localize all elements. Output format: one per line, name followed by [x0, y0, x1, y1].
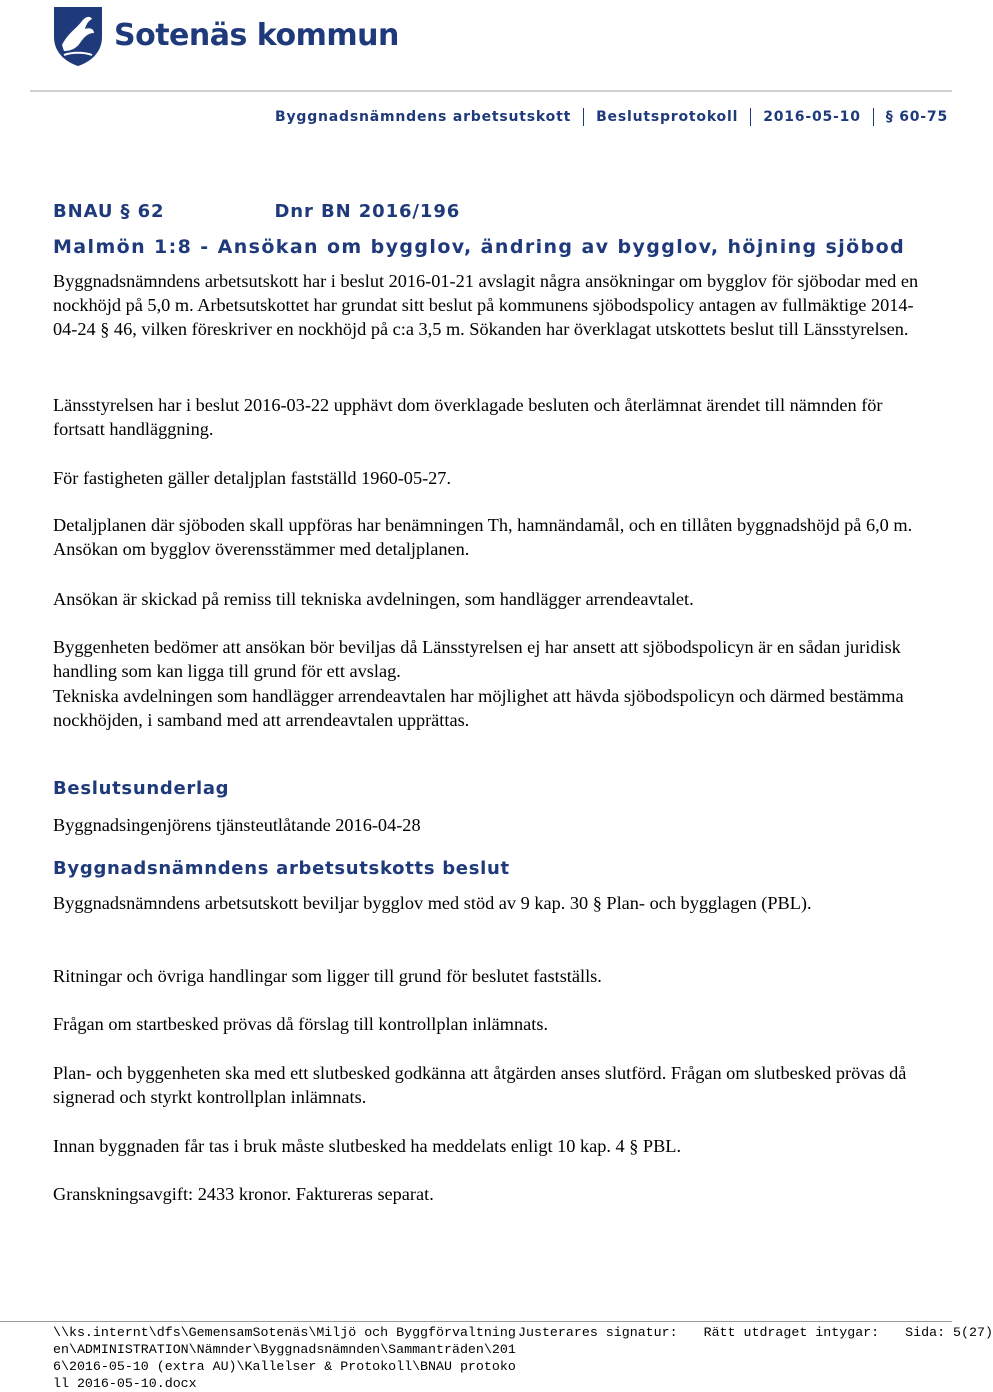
- body-paragraph: För fastigheten gäller detaljplan fastställd 1960-05-27.: [53, 468, 452, 488]
- document-header: [275, 108, 948, 126]
- footer-signature-row: [518, 1324, 993, 1341]
- case-dnr: Dnr BN 2016/196: [274, 201, 461, 222]
- header-separator: [583, 108, 584, 126]
- header-separator: [750, 108, 751, 126]
- footer-divider: [0, 1321, 952, 1322]
- body-paragraph: Detaljplanen där sjöboden skall uppföras har benämningen Th, hamnändamål, och en tillåten byggnadshöjd på 6,0 m. Ansökan om bygglov överensstämmer med detaljplanen.: [53, 515, 913, 559]
- body-paragraph: Ansökan är skickad på remiss till tekniska avdelningen, som handlägger arrendeavtalet.: [53, 589, 694, 609]
- section-heading-beslutsunderlag: Beslutsunderlag: [53, 778, 230, 799]
- decision-paragraph: Innan byggnaden får tas i bruk måste slutbesked ha meddelats enligt 10 kap. 4 § PBL.: [53, 1136, 682, 1156]
- decision-paragraph: Frågan om startbesked prövas då förslag till kontrollplan inlämnats.: [53, 1014, 549, 1034]
- header-sections: § 60-75: [885, 109, 948, 125]
- case-heading: [53, 201, 460, 222]
- header-doc-type: Beslutsprotokoll: [596, 109, 739, 125]
- footer-file-path: \\ks.internt\dfs\GemensamSotenäs\Miljö och Byggförvaltningen\ADMINISTRATION\Nämnder\Byggnadsnämnden\Sammanträden\2016\2016-05-10 (extra AU)\Kallelser & Protokoll\BNAU protokoll 2016-05-10.docx: [53, 1325, 516, 1391]
- body-paragraph: Byggenheten bedömer att ansökan bör beviljas då Länsstyrelsen ej har ansett att sjöbodspolicyn är en sådan juridisk handling som kan ligga till grund för ett avslag.: [53, 637, 901, 681]
- header-separator: [873, 108, 874, 126]
- body-paragraph: Tekniska avdelningen som handlägger arrendeavtalen har möjlighet att hävda sjöbodspolicyn och därmed bestämma nockhöjden, i samband med att arrendeavtalen upprättas.: [53, 686, 904, 730]
- decision-paragraph: Granskningsavgift: 2433 kronor. Faktureras separat.: [53, 1184, 434, 1204]
- underlag-item: Byggnadsingenjörens tjänsteutlåtande 2016-04-28: [53, 815, 421, 835]
- coat-of-arms-icon: [52, 5, 104, 67]
- header-divider: [30, 90, 952, 92]
- decision-paragraph: Plan- och byggenheten ska med ett slutbesked godkänna att åtgärden anses slutförd. Frågan om slutbesked prövas då signerad och styrkt kontrollplan inlämnats.: [53, 1063, 907, 1107]
- section-heading-beslut: Byggnadsnämndens arbetsutskotts beslut: [53, 858, 510, 879]
- body-paragraph: Länsstyrelsen har i beslut 2016-03-22 upphävt dom överklagade besluten och återlämnat ärendet till nämnden för fortsatt handläggning.: [53, 395, 883, 439]
- header-date: 2016-05-10: [763, 109, 861, 125]
- brand-name: Sotenäs kommun: [114, 18, 399, 53]
- case-number: BNAU § 62: [53, 201, 165, 222]
- decision-paragraph: Byggnadsnämndens arbetsutskott beviljar bygglov med stöd av 9 kap. 30 § Plan- och bygglagen (PBL).: [53, 893, 812, 913]
- body-paragraph: Byggnadsnämndens arbetsutskott har i beslut 2016-01-21 avslagit några ansökningar om bygglov för sjöbodar med en nockhöjd på 5,0 m. Arbetsutskottet har grundat sitt beslut på kommunens sjöbodspolicy antagen av fullmäktige 2014-04-24 § 46, vilken föreskriver en nockhöjd på c:a 3,5 m. Sökanden har överklagat utskottets beslut till Länsstyrelsen.: [53, 271, 919, 339]
- footer-signature-label: Justerares signatur:: [518, 1325, 678, 1340]
- decision-paragraph: Ritningar och övriga handlingar som ligger till grund för beslutet fastställs.: [53, 966, 602, 986]
- case-title: Malmön 1:8 - Ansökan om bygglov, ändring av bygglov, höjning sjöbod: [53, 236, 906, 258]
- header-committee: Byggnadsnämndens arbetsutskott: [274, 109, 572, 125]
- brand-logo: [52, 5, 399, 67]
- footer-page-number: Sida: 5(27): [905, 1325, 993, 1340]
- footer-extract-label: Rätt utdraget intygar:: [703, 1325, 880, 1340]
